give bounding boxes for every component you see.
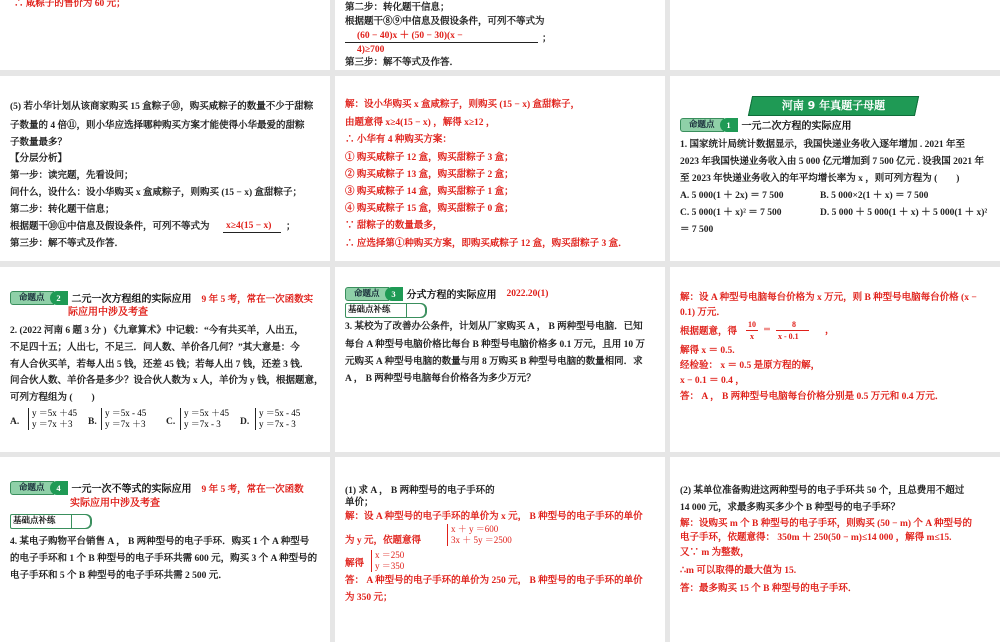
equals-sign: ＝	[763, 325, 771, 334]
option-letter: B.	[88, 417, 97, 427]
solution-line: 解得	[345, 559, 365, 569]
section-banner	[748, 96, 919, 116]
tag-label: 命题点	[680, 118, 724, 132]
solution-line: 解得 x ＝ 0.5.	[680, 346, 735, 356]
text-line: ；	[286, 222, 296, 232]
tag-label: 命题点	[10, 291, 54, 305]
tag-title: 二元一次方程组的实际应用	[71, 294, 192, 305]
topic-tag	[680, 118, 852, 131]
option-letter: C.	[166, 417, 176, 427]
equation-system	[447, 524, 512, 546]
banner-title: 河南 9 年真题子母题	[781, 99, 886, 112]
answer-line: (60 − 40)x ＋ (50 − 30)(x −	[357, 31, 463, 41]
tag-note: 9 年 5 考，常在一次函数	[201, 484, 304, 495]
fraction-denominator: x - 0.1	[778, 332, 799, 341]
option-letter: A.	[10, 417, 20, 427]
question-line: 子数量的 4 倍⑪，则小华应选择哪种购买方案才能使得小华最爱的甜粽	[10, 121, 305, 131]
equation: y ＝350	[375, 561, 405, 571]
question-line: 元购买 A 种型号电脑的数量与用 8 万购买 B 种型号电脑的数量相同．求	[345, 357, 643, 367]
solution-line: ③ 购买咸粽子 14 盒，购买甜粽子 1 盒；	[345, 187, 514, 197]
tag-title: 分式方程的实际应用	[406, 290, 497, 301]
equation: y ＝7x - 3	[184, 419, 221, 429]
slide-thumbnail[interactable]	[0, 267, 330, 452]
tag-note-continued: 实际应用中涉及考查	[70, 498, 160, 509]
solution-line: 经检验： x ＝ 0.5 是原方程的解，	[680, 361, 821, 371]
option-a-system	[28, 408, 77, 430]
question-line: 单价；	[345, 498, 374, 508]
solution-line: 由题意得 x≥4(15 − x) ，解得 x≥12 ，	[345, 118, 496, 128]
tag-note-continued: 际应用中涉及考查	[68, 307, 148, 318]
solution-line: 电子手环，依题意得： 350m ＋ 250(50 − m)≤14 000 ，解得 m≤15.	[680, 533, 952, 543]
question-line: 不足四十五；人出七，不足三．问人数、羊价各几何？”其大意是：今	[10, 343, 300, 353]
option-b: B. 5 000×2(1 ＋ x) ＝ 7 500	[820, 191, 929, 201]
solution-line: ④ 购买咸粽子 15 盒，购买甜粽子 0 盒；	[345, 204, 514, 214]
question-line: 4. 某电子购物平台销售 A ， B 两种型号的电子手环．购买 1 个 A 种型号	[10, 537, 310, 547]
equation: y ＝7x ＋3	[105, 419, 146, 429]
topic-tag	[10, 291, 313, 304]
slide-thumbnail[interactable]	[670, 267, 1000, 452]
equation: y ＝5x ＋45	[32, 408, 78, 418]
tag-title: 一元二次方程的实际应用	[741, 121, 852, 132]
solution-line: ∴m 可以取得的最大值为 15.	[680, 566, 797, 576]
fraction-denominator: x	[750, 332, 754, 341]
solution-line: 0.1) 万元．	[680, 308, 726, 318]
slide-thumbnail[interactable]	[0, 457, 330, 642]
equation: y ＝5x ＋45	[184, 408, 230, 418]
tag-label: 命题点	[10, 481, 54, 495]
solution-line: ① 购买咸粽子 12 盒，购买甜粽子 3 盒；	[345, 153, 514, 163]
tag-number: 4	[50, 481, 68, 495]
tag-note: 9 年 5 考，常在一次函数实	[201, 294, 314, 305]
question-line: (2) 某单位准备购进这两种型号的电子手环共 50 个，且总费用不超过	[680, 486, 965, 496]
equation: y ＝7x - 3	[259, 419, 296, 429]
solution-line: ∵ 甜粽子的数量最多，	[345, 221, 443, 231]
question-line: 问合伙人数、羊价各是多少？设合伙人数为 x 人，羊价为 y 钱，根据题意，	[10, 376, 324, 386]
question-line: 2. (2022 河南 6 题 3 分 ) 《九章算术》中记载：“今有共买羊，人出五，	[10, 326, 304, 336]
slide-thumbnail[interactable]	[335, 0, 665, 70]
solution-line: x − 0.1 ＝ 0.4 ，	[680, 376, 745, 386]
slide-thumbnail[interactable]	[0, 76, 330, 261]
slide-thumbnail[interactable]	[670, 76, 1000, 261]
question-line: 1. 国家统计局统计数据显示，我国快递业务收入逐年增加 . 2021 年至	[680, 140, 966, 150]
fraction-bar	[746, 330, 758, 331]
text-line: 第三步：解不等式及作答．	[10, 239, 125, 249]
practice-label: 基础点补练	[10, 514, 92, 529]
option-d-system	[255, 408, 300, 430]
tag-title: 一元一次不等式的实际应用	[71, 484, 192, 495]
equation: x ＋ y ＝600	[451, 524, 499, 534]
fraction-numerator: 8	[792, 320, 796, 329]
tag-number: 2	[50, 291, 68, 305]
text-line: 第二步：转化题干信息；	[345, 3, 450, 13]
comma: ，	[825, 326, 835, 336]
topic-tag	[10, 481, 304, 494]
option-letter: D.	[240, 417, 250, 427]
slide-thumbnail[interactable]	[670, 0, 1000, 70]
text-line: 第一步：读完题，先看设问；	[10, 171, 134, 181]
question-line: (1) 求 A ， B 两种型号的电子手环的	[345, 486, 495, 496]
solution-line: 解：设购买 m 个 B 种型号的电子手环，则购买 (50 − m) 个 A 种型号的	[680, 519, 972, 529]
equation: 3x ＋ 5y ＝2500	[451, 535, 512, 545]
option-b-system	[101, 408, 146, 430]
tag-number: 1	[720, 118, 738, 132]
question-line: 2023 年我国快递业务收入由 5 000 亿元增加到 7 500 亿元 . 设我国 2021 年	[680, 157, 985, 167]
solution-line: 为 350 元；	[345, 593, 393, 603]
slide-thumbnail[interactable]	[0, 0, 330, 70]
equation: x ＝250	[375, 550, 405, 560]
answer-line: ∴ 咸粽子的售价为 60 元；	[14, 0, 126, 9]
text-line: 根据题干⑩⑪中信息及假设条件，可列不等式为	[10, 222, 210, 232]
fraction-numerator: 10	[748, 320, 756, 329]
question-line: 每台 A 种型号电脑价格比每台 B 种型号电脑价格多 0.1 万元，且用 10 万	[345, 340, 646, 350]
question-line: 至 2023 年快递业务收入的年平均增长率为 x ，则可列方程为 ( )	[680, 174, 960, 184]
tag-note: 2022.20(1)	[506, 288, 549, 299]
text-line: 第三步：解不等式及作答．	[345, 58, 460, 68]
question-line: 有人合伙买羊，若每人出 5 钱，还差 45 钱；若每人出 7 钱，还差 3 钱．	[10, 360, 310, 370]
solution-line: ∴ 应选择第①种购买方案，即购买咸粽子 12 盒，购买甜粽子 3 盒．	[345, 239, 628, 249]
question-line: 的电子手环和 1 个 B 种型号的电子手环共需 600 元，购买 3 个 A 种型号的	[10, 554, 318, 564]
question-line: 3. 某校为了改善办公条件，计划从厂家购买 A ， B 两种型号电脑．已知	[345, 322, 643, 332]
analysis-heading: 【分层分析】	[10, 154, 68, 164]
practice-label: 基础点补练	[345, 303, 427, 318]
equation: y ＝5x - 45	[259, 408, 301, 418]
question-line: 子数量最多？	[10, 138, 68, 148]
slide-thumbnail[interactable]	[335, 76, 665, 261]
solution-line: ② 购买咸粽子 13 盒，购买甜粽子 2 盒；	[345, 170, 514, 180]
option-d-continued: ＝ 7 500	[680, 225, 714, 235]
solution-line: 答：最多购买 15 个 B 种型号的电子手环．	[680, 584, 858, 594]
option-a: A. 5 000(1 ＋ 2x) ＝ 7 500	[680, 191, 784, 201]
text-line: 第二步：转化题干信息；	[10, 205, 115, 215]
answer-underline	[223, 232, 281, 233]
tag-label: 命题点	[345, 287, 389, 301]
solution-line: 又∵ m 为整数，	[680, 548, 750, 558]
solution-line: 答： A 种型号的电子手环的单价为 250 元， B 种型号的电子手环的单价	[345, 576, 643, 586]
question-line: 可列方程组为 ( )	[10, 393, 95, 403]
solution-line: 根据题意，得	[680, 327, 738, 337]
solution-line: 解：设 A 种型号的电子手环的单价为 x 元， B 种型号的电子手环的单价	[345, 512, 643, 522]
slide-thumbnail[interactable]	[670, 457, 1000, 642]
solution-line: 为 y 元，依题意得	[345, 536, 422, 546]
solution-line: 解：设小华购买 x 盒咸粽子，则购买 (15 − x) 盒甜粽子，	[345, 100, 580, 110]
solution-system	[371, 550, 404, 572]
option-d: D. 5 000 ＋ 5 000(1 ＋ x) ＋ 5 000(1 ＋ x)²	[820, 208, 988, 218]
solution-line: 解：设 A 种型号电脑每台价格为 x 万元，则 B 种型号电脑每台价格 (x −	[680, 293, 977, 303]
answer-underline	[345, 42, 538, 43]
question-line: (5) 若小华计划从该商家购买 15 盒粽子⑩，购买咸粽子的数量不少于甜粽	[10, 102, 314, 112]
option-c-system	[180, 408, 229, 430]
text-line: 根据题干⑧⑨中信息及假设条件，可列不等式为	[345, 17, 545, 27]
option-c: C. 5 000(1 ＋ x)² ＝ 7 500	[680, 208, 782, 218]
equation: y ＝7x ＋3	[32, 419, 73, 429]
answer-line: 4)≥700	[357, 45, 385, 55]
text-line: ；	[542, 34, 552, 44]
equation: y ＝5x - 45	[105, 408, 147, 418]
question-line: 电子手环和 5 个 B 种型号的电子手环共需 2 500 元．	[10, 571, 228, 581]
question-line: A ， B 两种型号电脑每台价格各为多少万元？	[345, 374, 536, 384]
text-line: 问什么，设什么：设小华购买 x 盒咸粽子，则购买 (15 − x) 盒甜粽子；	[10, 188, 302, 198]
answer-blank: x≥4(15 − x)	[226, 221, 272, 231]
solution-line: 答： A ， B 两种型号电脑每台价格分别是 0.5 万元和 0.4 万元．	[680, 392, 945, 402]
solution-line: ∴ 小华有 4 种购买方案：	[345, 135, 452, 145]
tag-number: 3	[385, 287, 403, 301]
fraction-bar	[776, 330, 809, 331]
slide-thumbnail[interactable]	[335, 267, 665, 452]
question-line: 14 000 元，求最多购买多少个 B 种型号的电子手环？	[680, 503, 901, 513]
slide-thumbnail[interactable]	[335, 457, 665, 642]
topic-tag	[345, 287, 548, 300]
